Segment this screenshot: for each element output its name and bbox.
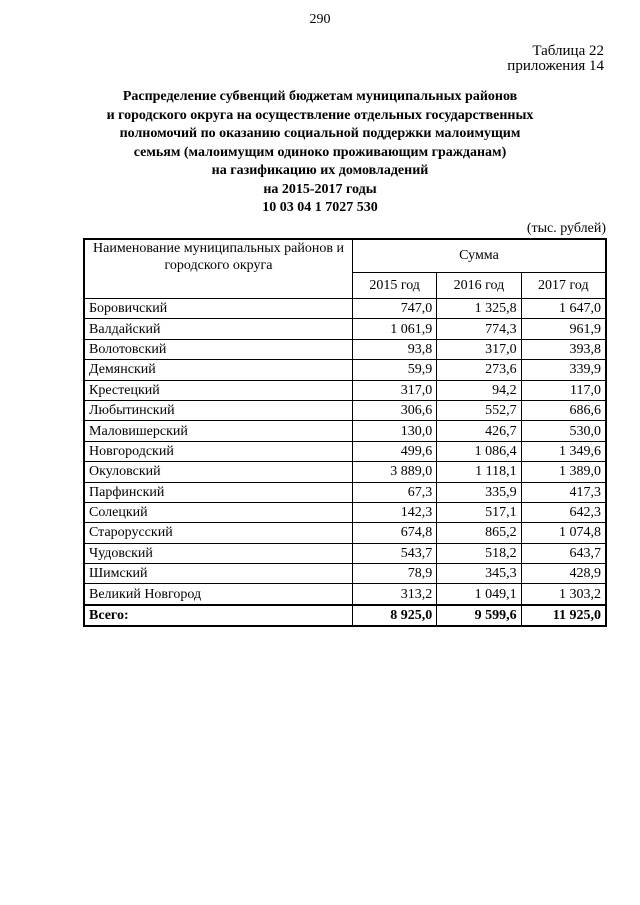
table-row xyxy=(84,380,606,400)
table-row xyxy=(84,482,606,502)
district-name-cell: Солецкий xyxy=(84,502,352,522)
district-name-cell: Крестецкий xyxy=(84,380,352,400)
table-row xyxy=(84,584,606,605)
table-row xyxy=(84,462,606,482)
district-name-cell: Окуловский xyxy=(84,462,352,482)
subvention-table xyxy=(83,238,607,627)
value-2015-cell: 130,0 xyxy=(352,421,436,441)
value-2017-cell: 686,6 xyxy=(521,400,606,420)
value-2017-cell: 642,3 xyxy=(521,502,606,522)
value-2015-cell: 8 925,0 xyxy=(352,605,436,626)
value-2016-cell: 865,2 xyxy=(437,523,521,543)
value-2017-cell: 530,0 xyxy=(521,421,606,441)
year-header: 2017 год xyxy=(521,273,606,299)
value-2015-cell: 674,8 xyxy=(352,523,436,543)
value-2016-cell: 345,3 xyxy=(437,564,521,584)
year-header: 2015 год xyxy=(352,273,436,299)
district-name-cell: Новгородский xyxy=(84,441,352,461)
year-header: 2016 год xyxy=(437,273,521,299)
value-2017-cell: 1 389,0 xyxy=(521,462,606,482)
sum-column-header: Сумма xyxy=(352,239,606,273)
district-name-cell: Валдайский xyxy=(84,319,352,339)
table-row xyxy=(84,319,606,339)
value-2016-cell: 9 599,6 xyxy=(437,605,521,626)
units-label: (тыс. рублей) xyxy=(526,221,606,236)
table-total-row xyxy=(84,605,606,626)
name-column-header: Наименование муниципальных районов и городского округа xyxy=(84,239,352,299)
district-name-cell: Парфинский xyxy=(84,482,352,502)
title-line: семьям (малоимущим одиноко проживающим гражданам) xyxy=(133,144,507,160)
value-2016-cell: 552,7 xyxy=(437,400,521,420)
table-reference xyxy=(507,44,604,74)
value-2017-cell: 643,7 xyxy=(521,543,606,563)
table-body xyxy=(84,299,606,627)
district-name-cell: Великий Новгород xyxy=(84,584,352,605)
value-2015-cell: 306,6 xyxy=(352,400,436,420)
budget-code: 10 03 04 1 7027 530 xyxy=(262,200,378,215)
district-name-cell: Старорусский xyxy=(84,523,352,543)
title-line: на газификацию их домовладений xyxy=(211,163,429,178)
value-2015-cell: 59,9 xyxy=(352,360,436,380)
value-2015-cell: 747,0 xyxy=(352,299,436,319)
district-name-cell: Всего: xyxy=(84,605,352,626)
value-2017-cell: 428,9 xyxy=(521,564,606,584)
value-2016-cell: 94,2 xyxy=(437,380,521,400)
table-row xyxy=(84,360,606,380)
value-2017-cell: 117,0 xyxy=(521,380,606,400)
district-name-cell: Маловишерский xyxy=(84,421,352,441)
district-name-cell: Шимский xyxy=(84,564,352,584)
title-line: Распределение субвенций бюджетам муниципальных районов xyxy=(122,89,518,104)
value-2016-cell: 426,7 xyxy=(437,421,521,441)
district-name-cell: Демянский xyxy=(84,360,352,380)
value-2017-cell: 1 074,8 xyxy=(521,523,606,543)
title-line: и городского округа на осуществление отдельных государственных xyxy=(106,107,534,123)
table-row xyxy=(84,400,606,420)
document-title xyxy=(80,88,560,218)
table-row xyxy=(84,299,606,319)
value-2017-cell: 1 349,6 xyxy=(521,441,606,461)
value-2016-cell: 518,2 xyxy=(437,543,521,563)
table-ref-line2: приложения 14 xyxy=(507,58,604,74)
table-row xyxy=(84,502,606,522)
district-name-cell: Любытинский xyxy=(84,400,352,420)
value-2017-cell: 1 647,0 xyxy=(521,299,606,319)
value-2016-cell: 335,9 xyxy=(437,482,521,502)
value-2016-cell: 1 086,4 xyxy=(437,441,521,461)
value-2015-cell: 317,0 xyxy=(352,380,436,400)
value-2017-cell: 417,3 xyxy=(521,482,606,502)
table-row xyxy=(84,441,606,461)
table-ref-line1: Таблица 22 xyxy=(532,43,604,59)
value-2016-cell: 517,1 xyxy=(437,502,521,522)
value-2015-cell: 93,8 xyxy=(352,339,436,359)
value-2015-cell: 499,6 xyxy=(352,441,436,461)
title-line: полномочий по оказанию социальной поддержки малоимущим xyxy=(119,126,521,141)
value-2017-cell: 339,9 xyxy=(521,360,606,380)
title-line: на 2015-2017 годы xyxy=(263,181,377,197)
page-number: 290 xyxy=(309,12,331,27)
value-2016-cell: 317,0 xyxy=(437,339,521,359)
value-2015-cell: 67,3 xyxy=(352,482,436,502)
table-row xyxy=(84,543,606,563)
table-row xyxy=(84,564,606,584)
table-row xyxy=(84,421,606,441)
value-2017-cell: 393,8 xyxy=(521,339,606,359)
value-2015-cell: 1 061,9 xyxy=(352,319,436,339)
value-2016-cell: 1 118,1 xyxy=(437,462,521,482)
value-2016-cell: 273,6 xyxy=(437,360,521,380)
value-2017-cell: 11 925,0 xyxy=(521,605,606,626)
value-2015-cell: 78,9 xyxy=(352,564,436,584)
value-2015-cell: 3 889,0 xyxy=(352,462,436,482)
value-2016-cell: 1 325,8 xyxy=(437,299,521,319)
value-2015-cell: 313,2 xyxy=(352,584,436,605)
value-2017-cell: 1 303,2 xyxy=(521,584,606,605)
district-name-cell: Боровичский xyxy=(84,299,352,319)
district-name-cell: Чудовский xyxy=(84,543,352,563)
value-2016-cell: 1 049,1 xyxy=(437,584,521,605)
table-row xyxy=(84,523,606,543)
value-2015-cell: 543,7 xyxy=(352,543,436,563)
value-2017-cell: 961,9 xyxy=(521,319,606,339)
value-2016-cell: 774,3 xyxy=(437,319,521,339)
value-2015-cell: 142,3 xyxy=(352,502,436,522)
district-name-cell: Волотовский xyxy=(84,339,352,359)
table-row xyxy=(84,339,606,359)
